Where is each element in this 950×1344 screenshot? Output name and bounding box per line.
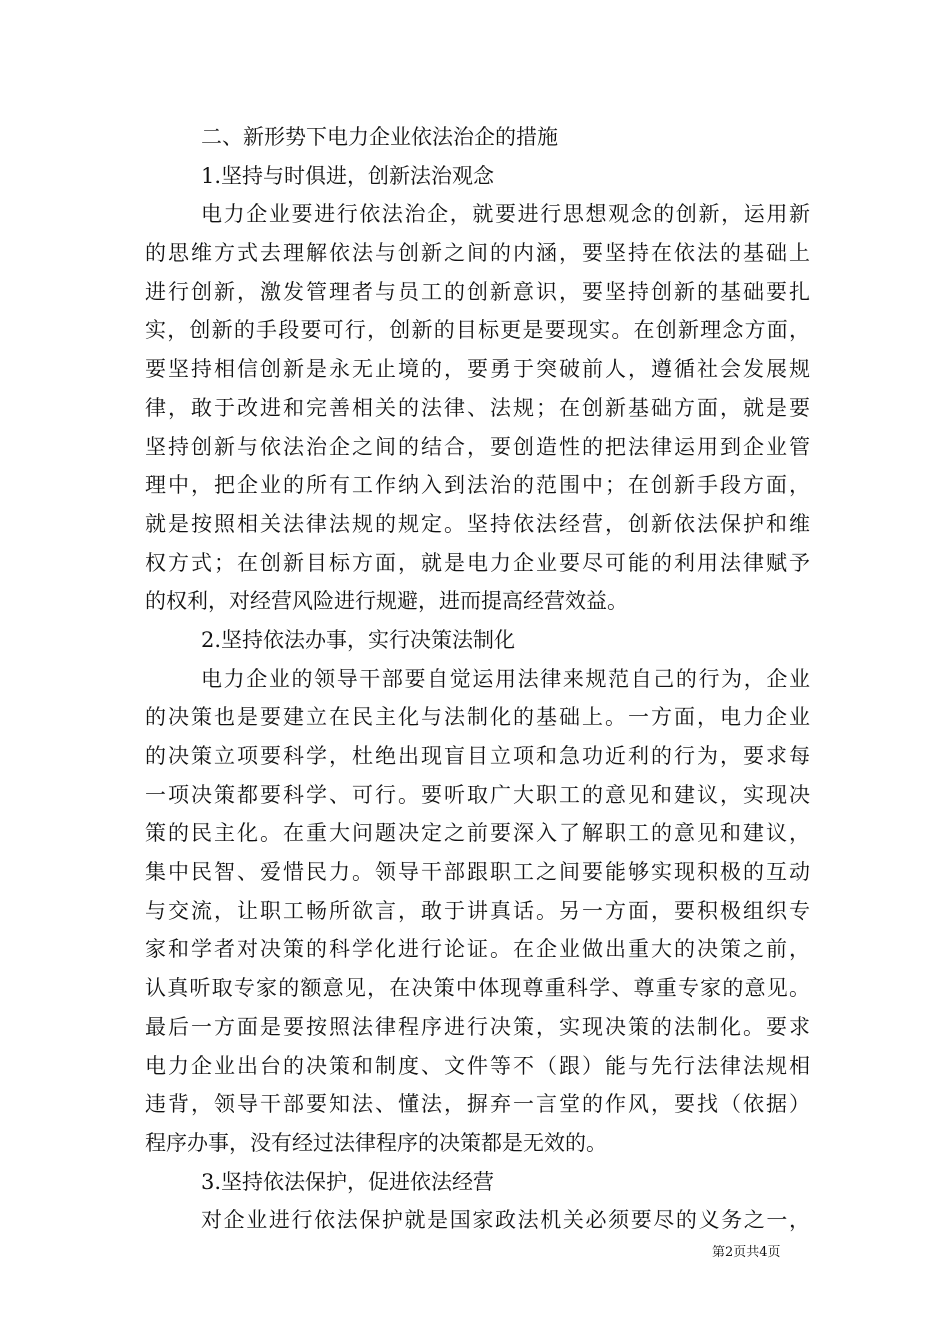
text-line: 一项决策都要科学、可行。要听取广大职工的意见和建议，实现决 [145, 782, 810, 807]
text-line: 实，创新的手段要可行，创新的目标更是要现实。在创新理念方面， [145, 318, 810, 343]
text-line: 理中，把企业的所有工作纳入到法治的范围中；在创新手段方面， [145, 473, 810, 498]
text-line: 家和学者对决策的科学化进行论证。在企业做出重大的决策之前， [145, 937, 810, 962]
text-line: 认真听取专家的额意见，在决策中体现尊重科学、尊重专家的意见。 [145, 976, 810, 1001]
text-line: 电力企业的领导干部要自觉运用法律来规范自己的行为，企业 [201, 666, 810, 691]
text-line: 违背，领导干部要知法、懂法，摒弃一言堂的作风，要找（依据） [145, 1092, 810, 1117]
text-line: 集中民智、爱惜民力。领导干部跟职工之间要能够实现积极的互动 [145, 860, 810, 885]
page-number: 第2页共4页 [712, 1245, 781, 1260]
text-line: 的权利，对经营风险进行规避，进而提高经营效益。 [145, 589, 628, 614]
text-line: 最后一方面是要按照法律程序进行决策，实现决策的法制化。要求 [145, 1014, 810, 1039]
text-line: 电力企业要进行依法治企，就要进行思想观念的创新，运用新 [201, 202, 810, 227]
text-line: 对企业进行依法保护就是国家政法机关必须要尽的义务之一， [201, 1208, 810, 1233]
text-line: 权方式；在创新目标方面，就是电力企业要尽可能的利用法律赋予 [145, 550, 810, 575]
text-line: 电力企业出台的决策和制度、文件等不（跟）能与先行法律法规相 [145, 1053, 810, 1078]
text-line: 坚持创新与依法治企之间的结合，要创造性的把法律运用到企业管 [145, 434, 810, 459]
text-line: 律，敢于改进和完善相关的法律、法规；在创新基础方面，就是要 [145, 395, 810, 420]
text-line: 的思维方式去理解依法与创新之间的内涵，要坚持在依法的基础上 [145, 241, 810, 266]
text-line: 二、新形势下电力企业依法治企的措施 [201, 125, 558, 149]
document-body [145, 118, 810, 1240]
text-line: 程序办事，没有经过法律程序的决策都是无效的。 [145, 1130, 607, 1155]
text-line: 要坚持相信创新是永无止境的，要勇于突破前人，遵循社会发展规 [145, 357, 810, 382]
text-line: 进行创新，激发管理者与员工的创新意识，要坚持创新的基础要扎 [145, 279, 810, 304]
text-line: 的决策也是要建立在民主化与法制化的基础上。一方面，电力企业 [145, 705, 810, 730]
text-line: 就是按照相关法律法规的规定。坚持依法经营，创新依法保护和维 [145, 511, 810, 536]
text-line: 1.坚持与时俱进，创新法治观念 [201, 163, 495, 188]
text-line: 2.坚持依法办事，实行决策法制化 [201, 627, 516, 652]
text-line: 与交流，让职工畅所欲言，敢于讲真话。另一方面，要积极组织专 [145, 898, 810, 923]
text-line: 策的民主化。在重大问题决定之前要深入了解职工的意见和建议， [145, 821, 810, 846]
text-line: 的决策立项要科学，杜绝出现盲目立项和急功近利的行为，要求每 [145, 744, 810, 768]
text-line: 3.坚持依法保护，促进依法经营 [201, 1169, 495, 1194]
